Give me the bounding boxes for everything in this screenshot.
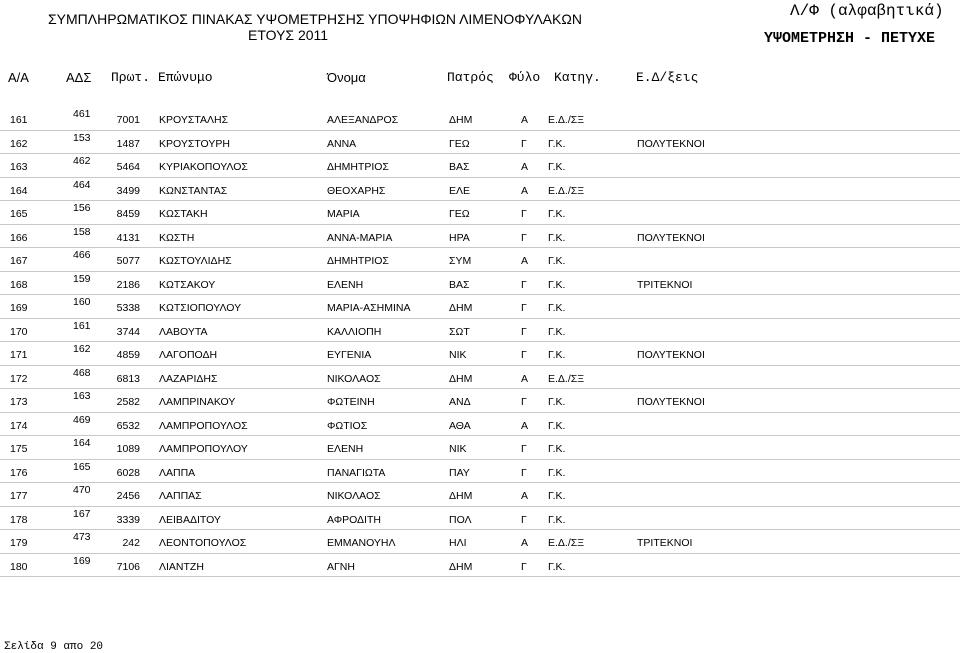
cell-name: ΑΛΕΞΑΝΔΡΟΣ [327, 114, 399, 126]
cell-aa: 174 [10, 419, 28, 432]
cell-aa: 168 [10, 278, 28, 291]
cell-ads: 163 [73, 390, 91, 402]
table-row [0, 107, 960, 131]
cell-surname: ΚΩΤΣΑΚΟΥ [159, 278, 216, 291]
cell-aa: 161 [10, 114, 28, 126]
cell-gender: Γ [521, 278, 527, 291]
cell-name: ΦΩΤΙΟΣ [327, 419, 368, 432]
cell-ads: 468 [73, 366, 91, 379]
sort-label: Λ/Φ (αλφαβητικά) [790, 2, 944, 20]
cell-surname: ΛΑΓΟΠΟΔΗ [159, 349, 218, 361]
cell-father: ΣΩΤ [449, 325, 470, 338]
cell-father: ΒΑΣ [449, 278, 470, 291]
cell-father: ΔΗΜ [449, 560, 473, 573]
cell-name: ΕΛΕΝΗ [327, 278, 364, 291]
cell-father: ΓΕΩ [449, 137, 470, 150]
cell-ads: 156 [73, 202, 91, 214]
cell-ads: 164 [73, 437, 91, 449]
cell-surname: ΛΕΙΒΑΔΙΤΟΥ [159, 513, 221, 526]
cell-gender: Γ [521, 560, 527, 573]
cell-prot: 3499 [116, 184, 140, 197]
cell-aa: 163 [10, 161, 28, 173]
cell-name: ΜΑΡΙΑ [327, 208, 360, 220]
cell-name: ΕΜΜΑΝΟΥΗΛ [327, 537, 396, 549]
status-label: ΥΨΟΜΕΤΡΗΣΗ - ΠΕΤΥΧΕ [764, 30, 936, 47]
cell-gender: Γ [521, 443, 527, 455]
table-row [0, 530, 960, 554]
cell-notes: ΠΟΛΥΤΕΚΝΟΙ [637, 137, 705, 150]
document-subtitle: ΕΤΟΥΣ 2011 [248, 27, 329, 43]
cell-prot: 3744 [116, 325, 140, 338]
cell-father: ΑΝΔ [449, 396, 471, 408]
cell-gender: Α [521, 184, 529, 197]
cell-aa: 164 [10, 184, 28, 197]
cell-gender: Γ [521, 302, 527, 314]
cell-surname: ΚΩΝΣΤΑΝΤΑΣ [159, 184, 228, 197]
cell-father: ΠΟΛ [449, 513, 472, 526]
cell-category: Γ.Κ. [548, 443, 566, 455]
cell-name: ΜΑΡΙΑ-ΑΣΗΜΙΝΑ [327, 302, 411, 314]
cell-category: Ε.Δ./ΣΞ [548, 184, 585, 197]
cell-gender: Α [521, 372, 529, 385]
cell-father: ΓΕΩ [449, 208, 470, 220]
table-row [0, 554, 960, 578]
col-name: Όνομα [327, 70, 366, 85]
col-surname: Επώνυμο [158, 70, 213, 85]
cell-prot: 7106 [116, 560, 140, 573]
cell-surname: ΛΙΑΝΤΖΗ [159, 560, 204, 573]
cell-aa: 172 [10, 372, 28, 385]
table-body [0, 107, 960, 577]
table-row [0, 460, 960, 484]
col-notes: Ε.Δ/ξεις [636, 70, 699, 85]
cell-ads: 169 [73, 554, 91, 567]
cell-category: Γ.Κ. [548, 325, 566, 338]
cell-ads: 461 [73, 108, 91, 120]
cell-ads: 165 [73, 460, 91, 473]
cell-category: Γ.Κ. [548, 560, 566, 573]
cell-name: ΠΑΝΑΓΙΩΤΑ [327, 466, 386, 479]
cell-aa: 179 [10, 537, 28, 549]
cell-surname: ΛΑΜΠΡΟΠΟΥΛΟΣ [159, 419, 248, 432]
cell-surname: ΛΑΒΟΥΤΑ [159, 325, 208, 338]
cell-name: ΕΛΕΝΗ [327, 443, 364, 455]
cell-category: Γ.Κ. [548, 419, 566, 432]
cell-aa: 165 [10, 208, 28, 220]
cell-name: ΔΗΜΗΤΡΙΟΣ [327, 255, 389, 267]
cell-prot: 6532 [116, 419, 140, 432]
cell-name: ΚΑΛΛΙΟΠΗ [327, 325, 382, 338]
table-row [0, 225, 960, 249]
col-father: Πατρός [447, 70, 494, 85]
cell-name: ΕΥΓΕΝΙΑ [327, 349, 372, 361]
cell-father: ΣΥΜ [449, 255, 472, 267]
cell-prot: 2186 [116, 278, 140, 291]
cell-aa: 176 [10, 466, 28, 479]
cell-aa: 162 [10, 137, 28, 150]
cell-surname: ΛΑΖΑΡΙΔΗΣ [159, 372, 218, 385]
table-row [0, 154, 960, 178]
cell-ads: 466 [73, 249, 91, 261]
cell-category: Γ.Κ. [548, 137, 566, 150]
cell-category: Γ.Κ. [548, 466, 566, 479]
cell-notes: ΤΡΙΤΕΚΝΟΙ [637, 278, 693, 291]
cell-notes: ΠΟΛΥΤΕΚΝΟΙ [637, 231, 705, 244]
cell-surname: ΛΑΜΠΡΟΠΟΥΛΟΥ [159, 443, 248, 455]
cell-surname: ΚΩΣΤΗ [159, 231, 195, 244]
cell-ads: 469 [73, 413, 91, 426]
cell-category: Ε.Δ./ΣΞ [548, 114, 585, 126]
table-row [0, 272, 960, 296]
cell-gender: Α [521, 537, 529, 549]
cell-prot: 242 [122, 537, 140, 549]
cell-category: Γ.Κ. [548, 255, 566, 267]
cell-father: ΒΑΣ [449, 161, 470, 173]
table-row [0, 295, 960, 319]
cell-prot: 8459 [116, 208, 140, 220]
cell-surname: ΚΩΣΤΑΚΗ [159, 208, 208, 220]
cell-prot: 1089 [116, 443, 140, 455]
cell-ads: 470 [73, 484, 91, 496]
cell-name: ΝΙΚΟΛΑΟΣ [327, 372, 381, 385]
cell-father: ΔΗΜ [449, 372, 473, 385]
table-row [0, 436, 960, 460]
cell-prot: 3339 [116, 513, 140, 526]
cell-aa: 166 [10, 231, 28, 244]
cell-surname: ΚΩΤΣΙΟΠΟΥΛΟΥ [159, 302, 242, 314]
cell-gender: Α [521, 419, 529, 432]
cell-gender: Α [521, 161, 529, 173]
cell-category: Γ.Κ. [548, 396, 566, 408]
cell-father: ΠΑΥ [449, 466, 470, 479]
cell-category: Ε.Δ./ΣΞ [548, 372, 585, 385]
table-row [0, 342, 960, 366]
cell-ads: 473 [73, 531, 91, 543]
table-row [0, 131, 960, 155]
cell-name: ΝΙΚΟΛΑΟΣ [327, 490, 381, 502]
cell-ads: 158 [73, 225, 91, 238]
cell-surname: ΛΕΟΝΤΟΠΟΥΛΟΣ [159, 537, 247, 549]
cell-notes: ΤΡΙΤΕΚΝΟΙ [637, 537, 693, 549]
cell-father: ΕΛΕ [449, 184, 471, 197]
cell-prot: 2456 [116, 490, 140, 502]
cell-name: ΑΝΝΑ [327, 137, 357, 150]
cell-category: Γ.Κ. [548, 302, 566, 314]
cell-surname: ΚΥΡΙΑΚΟΠΟΥΛΟΣ [159, 161, 248, 173]
cell-aa: 170 [10, 325, 28, 338]
cell-father: ΗΡΑ [449, 231, 470, 244]
cell-prot: 5338 [116, 302, 140, 314]
cell-gender: Γ [521, 466, 527, 479]
cell-gender: Γ [521, 231, 527, 244]
table-row [0, 483, 960, 507]
cell-name: ΔΗΜΗΤΡΙΟΣ [327, 161, 389, 173]
cell-aa: 171 [10, 349, 28, 361]
cell-prot: 6813 [116, 372, 140, 385]
table-row [0, 178, 960, 202]
cell-gender: Γ [521, 513, 527, 526]
cell-father: ΔΗΜ [449, 114, 473, 126]
cell-aa: 173 [10, 396, 28, 408]
cell-name: ΑΦΡΟΔΙΤΗ [327, 513, 381, 526]
cell-surname: ΛΑΠΠΑ [159, 466, 196, 479]
cell-notes: ΠΟΛΥΤΕΚΝΟΙ [637, 396, 705, 408]
cell-gender: Α [521, 255, 529, 267]
col-aa: Α/Α [8, 70, 29, 85]
col-ads: ΑΔΣ [66, 70, 92, 85]
table-row [0, 201, 960, 225]
table-row [0, 507, 960, 531]
cell-prot: 1487 [116, 137, 140, 150]
cell-category: Γ.Κ. [548, 161, 566, 173]
cell-father: ΔΗΜ [449, 302, 473, 314]
cell-ads: 167 [73, 507, 91, 520]
cell-ads: 160 [73, 296, 91, 308]
cell-prot: 5077 [116, 255, 140, 267]
table-row [0, 248, 960, 272]
cell-ads: 464 [73, 178, 91, 191]
cell-father: ΗΛΙ [449, 537, 467, 549]
cell-aa: 180 [10, 560, 28, 573]
cell-aa: 175 [10, 443, 28, 455]
cell-surname: ΛΑΜΠΡΙΝΑΚΟΥ [159, 396, 236, 408]
cell-surname: ΚΡΟΥΣΤΑΛΗΣ [159, 114, 229, 126]
cell-name: ΘΕΟΧΑΡΗΣ [327, 184, 386, 197]
cell-gender: Α [521, 490, 529, 502]
cell-name: ΦΩΤΕΙΝΗ [327, 396, 375, 408]
cell-name: ΑΝΝΑ-ΜΑΡΙΑ [327, 231, 393, 244]
col-category: Κατηγ. [554, 70, 601, 85]
cell-gender: Α [521, 114, 529, 126]
cell-prot: 5464 [116, 161, 140, 173]
cell-prot: 2582 [116, 396, 140, 408]
cell-category: Ε.Δ./ΣΞ [548, 537, 585, 549]
cell-ads: 462 [73, 155, 91, 167]
cell-category: Γ.Κ. [548, 349, 566, 361]
cell-aa: 177 [10, 490, 28, 502]
col-gender: Φύλο [509, 70, 541, 85]
cell-ads: 162 [73, 343, 91, 355]
cell-surname: ΚΩΣΤΟΥΛΙΔΗΣ [159, 255, 232, 267]
cell-ads: 159 [73, 272, 91, 285]
cell-father: ΑΘΑ [449, 419, 471, 432]
cell-gender: Γ [521, 208, 527, 220]
cell-category: Γ.Κ. [548, 208, 566, 220]
cell-father: ΔΗΜ [449, 490, 473, 502]
page-number: Σελίδα 9 απο 20 [4, 641, 104, 653]
cell-father: ΝΙΚ [449, 349, 467, 361]
cell-father: ΝΙΚ [449, 443, 467, 455]
cell-gender: Γ [521, 396, 527, 408]
cell-category: Γ.Κ. [548, 231, 566, 244]
cell-category: Γ.Κ. [548, 513, 566, 526]
cell-aa: 167 [10, 255, 28, 267]
cell-gender: Γ [521, 349, 527, 361]
cell-gender: Γ [521, 137, 527, 150]
table-row [0, 413, 960, 437]
col-prot: Πρωτ. [111, 70, 151, 85]
document-title: ΣΥΜΠΛΗΡΩΜΑΤΙΚΟΣ ΠΙΝΑΚΑΣ ΥΨΟΜΕΤΡΗΣΗΣ ΥΠΟΨΗΦΙΩΝ ΛΙΜΕΝΟΦΥΛΑΚΩΝ [48, 11, 582, 27]
cell-prot: 4859 [116, 349, 140, 361]
cell-notes: ΠΟΛΥΤΕΚΝΟΙ [637, 349, 705, 361]
cell-surname: ΛΑΠΠΑΣ [159, 490, 202, 502]
cell-name: ΑΓΝΗ [327, 560, 355, 573]
table-row [0, 389, 960, 413]
cell-aa: 178 [10, 513, 28, 526]
cell-gender: Γ [521, 325, 527, 338]
cell-aa: 169 [10, 302, 28, 314]
cell-prot: 4131 [116, 231, 140, 244]
table-row [0, 366, 960, 390]
cell-prot: 6028 [116, 466, 140, 479]
cell-ads: 153 [73, 131, 91, 144]
cell-prot: 7001 [116, 114, 140, 126]
table-row [0, 319, 960, 343]
cell-ads: 161 [73, 319, 91, 332]
cell-category: Γ.Κ. [548, 278, 566, 291]
cell-category: Γ.Κ. [548, 490, 566, 502]
cell-surname: ΚΡΟΥΣΤΟΥΡΗ [159, 137, 230, 150]
